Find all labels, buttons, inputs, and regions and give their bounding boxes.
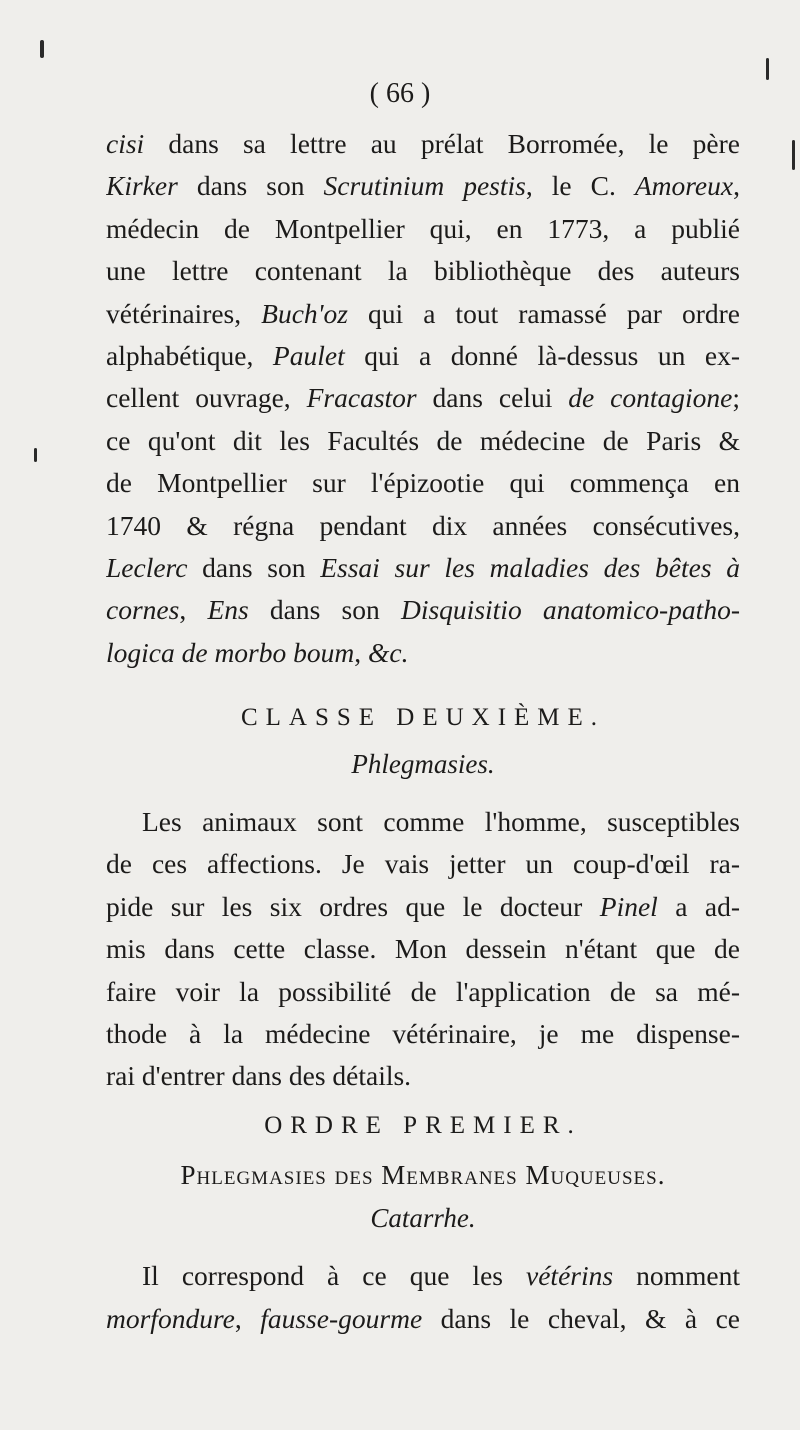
text-line: vétérinaires, Buch'oz qui a tout ramassé par ordre (106, 298, 740, 329)
text-line: ce qu'ont dit les Facultés de médecine de Paris & (106, 425, 740, 456)
text-line: logica de morbo boum, &c. (106, 637, 409, 668)
text-line: Leclerc dans son Essai sur les maladies des bêtes à (106, 552, 740, 583)
text-line: cisi dans sa lettre au prélat Borromée, le père (106, 128, 740, 159)
order-heading: ORDRE PREMIER. (264, 1112, 582, 1139)
class-heading: CLASSE DEUXIÈME. (240, 704, 606, 731)
text-line: morfondure, fausse-gourme dans le cheval, & à ce (106, 1303, 740, 1334)
text-line: médecin de Montpellier qui, en 1773, a publié (106, 213, 740, 244)
right-edge-mark (792, 140, 795, 170)
left-edge-mark (40, 40, 44, 58)
section-subheading: Catarrhe. (370, 1203, 476, 1233)
text-line: faire voir la possibilité de l'application de sa mé- (106, 976, 740, 1007)
text-line: Il correspond à ce que les vétérins nomment (142, 1260, 740, 1291)
text-line: cornes, Ens dans son Disquisitio anatomico-patho- (106, 594, 740, 625)
text-line: Les animaux sont comme l'homme, susceptibles (142, 806, 740, 837)
class-subheading: Phlegmasies. (351, 749, 495, 779)
text-line: de ces affections. Je vais jetter un coup-d'œil ra- (106, 848, 740, 879)
section-heading: Phlegmasies des Membranes Muqueuses. (180, 1160, 666, 1190)
text-line: alphabétique, Paulet qui a donné là-dessus un ex- (106, 340, 740, 371)
text-line: de Montpellier sur l'épizootie qui commença en (106, 467, 740, 498)
text-line: thode à la médecine vétérinaire, je me dispense- (106, 1018, 740, 1049)
left-edge-mark (34, 448, 37, 462)
text-fragment: cisi (106, 128, 145, 159)
text-line: rai d'entrer dans des détails. (106, 1060, 412, 1091)
text-line: une lettre contenant la bibliothèque des auteurs (106, 255, 740, 286)
text-line: Kirker dans son Scrutinium pestis, le C. Amoreux, (106, 170, 740, 201)
page-number: ( 66 ) (369, 78, 431, 109)
text-line: 1740 & régna pendant dix années consécutives, (106, 510, 740, 541)
text-line: mis dans cette classe. Mon dessein n'étant que de (106, 933, 740, 964)
right-edge-mark (766, 58, 769, 80)
text-line: pide sur les six ordres que le docteur Pinel a ad- (106, 891, 740, 922)
text-line: cellent ouvrage, Fracastor dans celui de contagione; (106, 382, 740, 413)
